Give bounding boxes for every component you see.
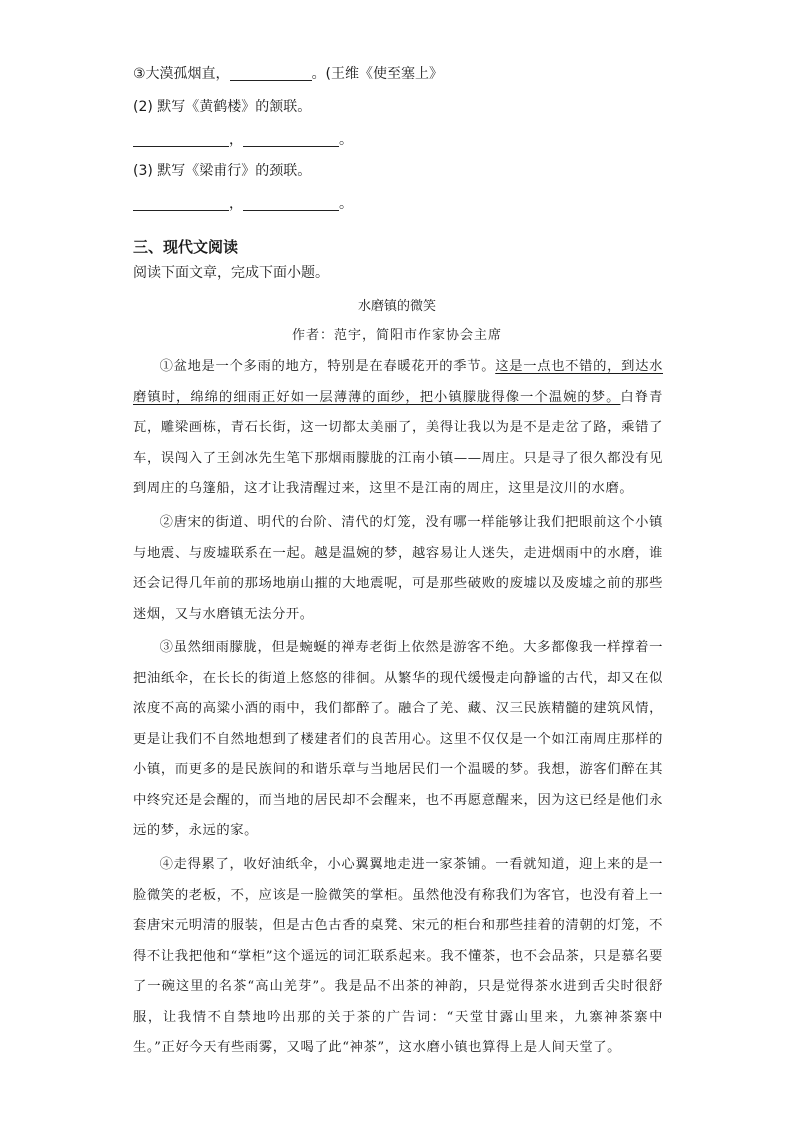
paragraph-1-text-a: ①盆地是一个多雨的地方，特别是在春暖花开的季节。 xyxy=(159,359,496,374)
question-2-label: (2) 默写《黄鹤楼》的颔联。 xyxy=(133,99,312,115)
comma: ， xyxy=(229,196,243,212)
q1-prefix: ③大漠孤烟直， xyxy=(133,66,230,82)
paragraph-1-text-b: 白脊青瓦，雕梁画栋，青石长街，这一切都太美丽了，美得让我以为是不是走岔了路，乘错了车，误闯入了王剑冰先生笔下那烟雨朦胧的江南小镇——周庄。只是寻了很久都没有见到周庄的乌篷船，这才让我清醒过来，这里不是江南的周庄，这里是汶川的水磨。 xyxy=(133,389,663,496)
q1-suffix: 。(王维《使至塞上》 xyxy=(311,66,444,82)
period: 。 xyxy=(339,132,353,148)
answer-blank[interactable] xyxy=(230,80,312,81)
paragraph-1 xyxy=(133,352,663,505)
period: 。 xyxy=(339,196,353,212)
comma: ， xyxy=(229,132,243,148)
section-heading: 三、现代文阅读 xyxy=(133,238,239,256)
paragraph-3: ③虽然细雨朦胧，但是蜿蜒的禅寿老街上依然是游客不绝。大多都像我一样撑着一把油纸伞，在长长的街道上悠悠的徘徊。从繁华的现代缓慢走向静谧的古代，却又在似浓度不高的高粱小酒的雨中，我们都醉了。融合了羌、藏、汉三民族精髓的建筑风情，更是让我们不自然地想到了楼建者们的良苦用心。这里不仅仅是一个如江南周庄那样的小镇，而更多的是民族间的和谐乐章与当地居民们一个温暖的梦。我想，游客们醉在其中终究还是会醒的，而当地的居民却不会醒来，也不再愿意醒来，因为这已经是他们永远的梦，永远的家。 xyxy=(133,640,663,838)
answer-blank[interactable] xyxy=(133,146,229,147)
question-2-answer-line xyxy=(133,130,353,150)
answer-blank[interactable] xyxy=(243,210,339,211)
article-title: 水磨镇的微笑 xyxy=(357,299,436,314)
paragraph-4: ④走得累了，收好油纸伞，小心翼翼地走进一家茶铺。一看就知道，迎上来的是一脸微笑的老板，不，应该是一脸微笑的掌柜。虽然他没有称我们为客官，也没有着上一套唐宋元明清的服装，但是古色古香的桌凳、宋元的柜台和那些挂着的清朝的灯笼，不得不让我把他和“掌柜”这个遥远的词汇联系起来。我不懂茶，也不会品茶，只是慕名要了一碗这里的名茶“高山羌芽”。我是品不出茶的神韵，只是觉得茶水进到舌尖时很舒服，让我情不自禁地吟出那的关于茶的广告词：“天堂甘露山里来，九寨神茶寨中生。”正好今天有些雨雾，又喝了此“神茶”，这水磨小镇也算得上是人间天堂了。 xyxy=(133,857,663,1055)
question-3-label: (3) 默写《梁甫行》的颈联。 xyxy=(133,163,312,179)
answer-blank[interactable] xyxy=(133,210,229,211)
paragraph-1-underlined-sentence: 这是一点也不错的，到达水磨镇时，绵绵的细雨正好如一层薄薄的面纱，把小镇朦胧得像一个温婉的梦。 xyxy=(133,359,663,405)
article-byline: 作者：范宇，简阳市作家协会主席 xyxy=(291,328,502,343)
section-instruction: 阅读下面文章，完成下面小题。 xyxy=(133,265,329,281)
question-1-line-3 xyxy=(133,64,443,84)
paragraph-2: ②唐宋的街道、明代的台阶、清代的灯笼，没有哪一样能够让我们把眼前这个小镇与地震、与废墟联系在一起。越是温婉的梦，越容易让人迷失，走进烟雨中的水磨，谁还会记得几年前的那场地崩山摧的大地震呢，可是那些破败的废墟以及废墟之前的那些迷烟，又与水磨镇无法分开。 xyxy=(133,515,663,622)
question-3-answer-line xyxy=(133,194,353,214)
answer-blank[interactable] xyxy=(243,146,339,147)
